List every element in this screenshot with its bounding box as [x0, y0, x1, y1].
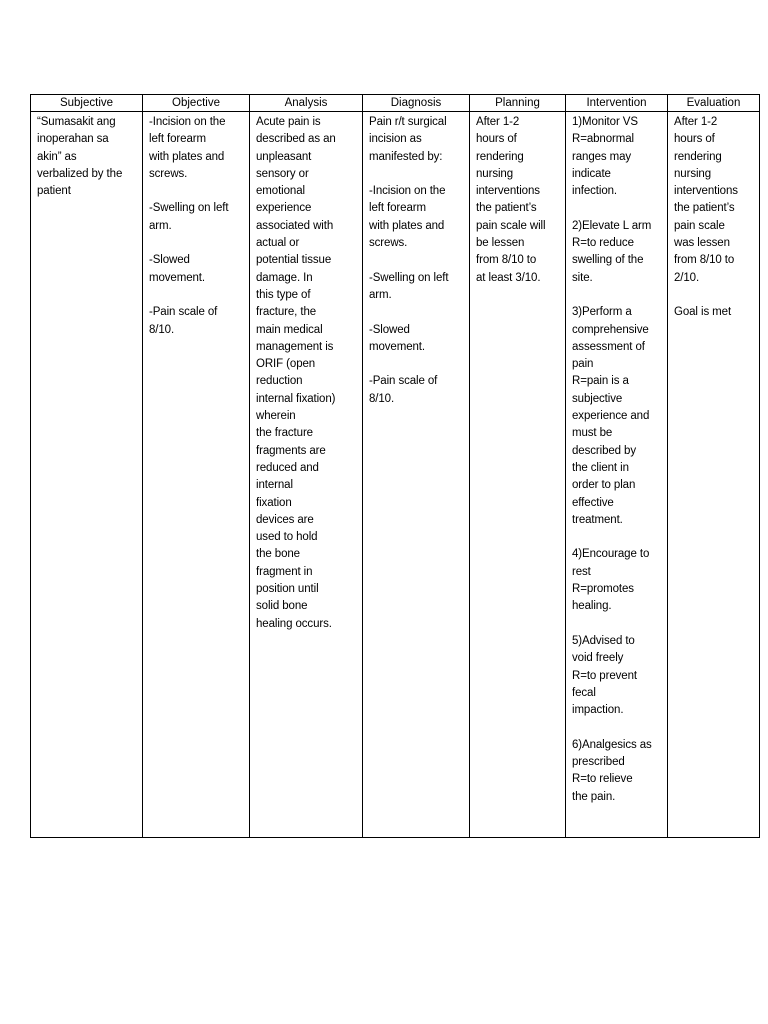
- evaluation-goal: Goal is met: [674, 306, 732, 319]
- objective-incision: -Incision on the left forearm with plates and screws.: [149, 116, 226, 180]
- subjective-text: “Sumasakit ang inoperahan sa akin” as verbalized by the patient: [37, 116, 123, 198]
- header-objective: Objective: [143, 95, 250, 112]
- header-evaluation: Evaluation: [668, 95, 760, 112]
- objective-pain-scale: -Pain scale of 8/10.: [149, 306, 218, 336]
- header-intervention: Intervention: [566, 95, 668, 112]
- header-diagnosis: Diagnosis: [363, 95, 470, 112]
- diagnosis-cell: [363, 112, 470, 838]
- intervention-item: 1)Monitor VS R=abnormal ranges may indicate infection.: [572, 116, 638, 198]
- intervention-cell: [566, 112, 668, 838]
- diagnosis-movement: -Slowed movement.: [369, 323, 425, 353]
- header-subjective: Subjective: [31, 95, 143, 112]
- subjective-cell: [31, 112, 143, 838]
- analysis-cell: [250, 112, 363, 838]
- diagnosis-swelling: -Swelling on left arm.: [369, 271, 449, 301]
- analysis-text: Acute pain is described as an unpleasant sensory or emotional experience associated with actual or potential tissue damage. In this type of fracture, the main medical management is ORIF (open reduction internal fixation) wherein the fracture fragments are reduced and internal fixation devices are used to hold the bone fragment in position until solid bone healing occurs.: [256, 116, 336, 630]
- nursing-care-plan-table: [30, 94, 760, 838]
- evaluation-cell: [668, 112, 760, 838]
- planning-cell: [470, 112, 566, 838]
- intervention-item: 4)Encourage to rest R=promotes healing.: [572, 548, 650, 613]
- diagnosis-statement: Pain r/t surgical incision as manifested by:: [369, 116, 447, 163]
- objective-swelling: -Swelling on left arm.: [149, 202, 229, 232]
- diagnosis-pain-scale: -Pain scale of 8/10.: [369, 375, 438, 405]
- intervention-item: 6)Analgesics as prescribed R=to relieve the pain.: [572, 738, 652, 803]
- header-analysis: Analysis: [250, 95, 363, 112]
- planning-text: After 1-2 hours of rendering nursing interventions the patient’s pain scale will be lessen from 8/10 to at least 3/10.: [476, 116, 546, 284]
- intervention-item: 2)Elevate L arm R=to reduce swelling of the site.: [572, 219, 652, 284]
- header-planning: Planning: [470, 95, 566, 112]
- header-row: [31, 95, 760, 112]
- diagnosis-incision: -Incision on the left forearm with plates and screws.: [369, 185, 446, 250]
- intervention-item: 3)Perform a comprehensive assessment of pain R=pain is a subjective experience and must be described by the client in order to plan effective treatment.: [572, 306, 650, 526]
- objective-cell: [143, 112, 250, 838]
- body-row: [31, 112, 760, 838]
- evaluation-text: After 1-2 hours of rendering nursing interventions the patient’s pain scale was lessen from 8/10 to 2/10.: [674, 116, 738, 284]
- objective-movement: -Slowed movement.: [149, 254, 205, 284]
- intervention-item: 5)Advised to void freely R=to prevent fecal impaction.: [572, 634, 637, 717]
